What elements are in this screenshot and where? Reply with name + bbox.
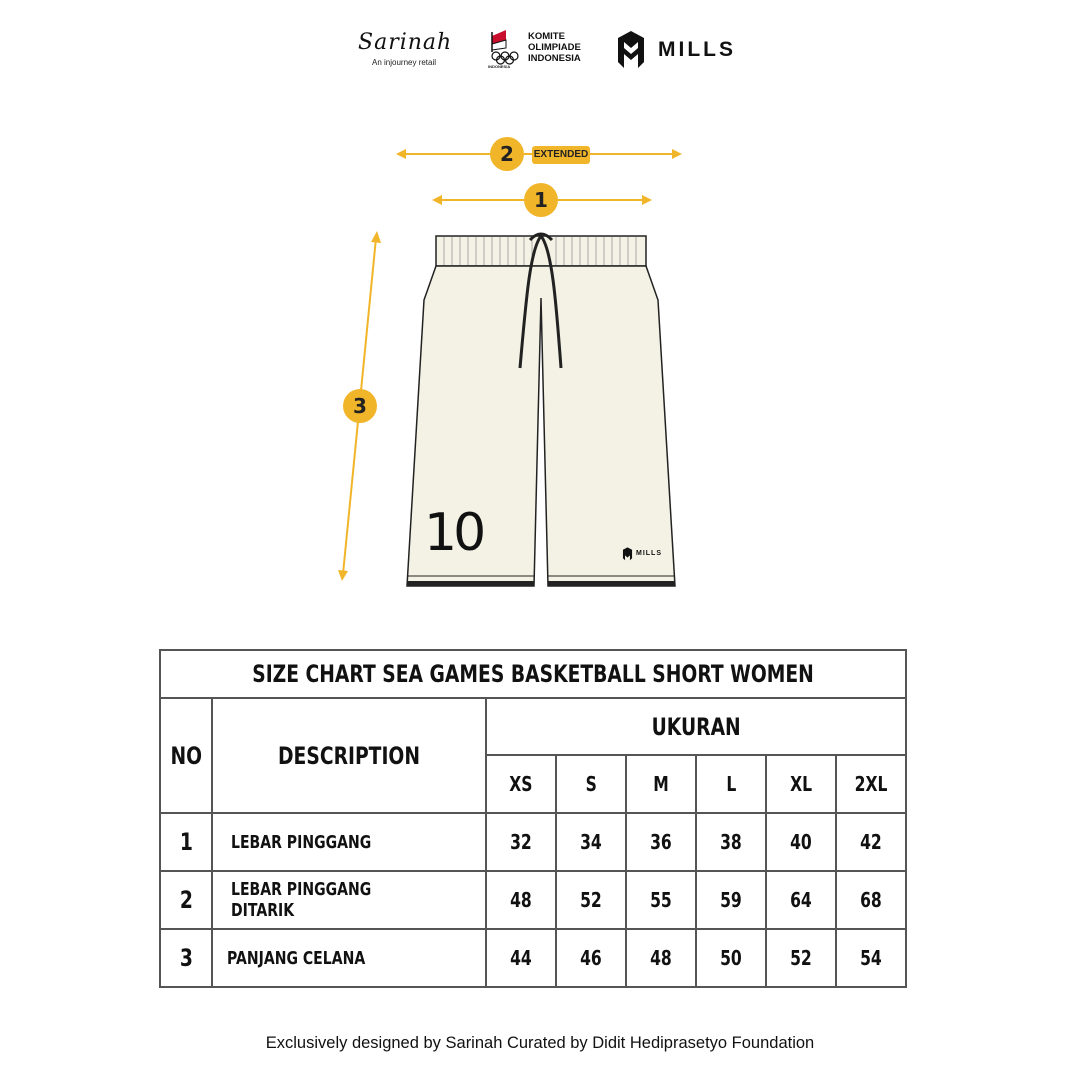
- size-2xl: 2XL: [836, 755, 906, 813]
- table-row: [160, 871, 906, 929]
- size-xl: XL: [766, 755, 836, 813]
- row-number: 2: [160, 871, 212, 929]
- table-cell: 36: [626, 813, 696, 871]
- table-cell: 40: [766, 813, 836, 871]
- table-cell: 48: [486, 871, 556, 929]
- size-m: M: [626, 755, 696, 813]
- table-cell: 32: [486, 813, 556, 871]
- table-cell: 46: [556, 929, 626, 987]
- table-row: [160, 813, 906, 871]
- row-description: LEBAR PINGGANG: [212, 813, 486, 871]
- extended-label: EXTENDED: [532, 146, 590, 164]
- table-cell: 50: [696, 929, 766, 987]
- table-cell: 55: [626, 871, 696, 929]
- table-cell: 52: [556, 871, 626, 929]
- size-chart-title: SIZE CHART SEA GAMES BASKETBALL SHORT WOMEN: [160, 650, 906, 698]
- table-row: [160, 929, 906, 987]
- row-description: LEBAR PINGGANG DITARIK: [212, 871, 486, 929]
- shorts-brand-label: MILLS: [636, 550, 662, 557]
- table-cell: 42: [836, 813, 906, 871]
- badge-extended-waist: 2: [490, 137, 524, 171]
- table-cell: 44: [486, 929, 556, 987]
- table-cell: 48: [626, 929, 696, 987]
- table-cell: 54: [836, 929, 906, 987]
- badge-waist: 1: [524, 183, 558, 217]
- row-number: 3: [160, 929, 212, 987]
- table-cell: 52: [766, 929, 836, 987]
- table-cell: 59: [696, 871, 766, 929]
- size-chart-table: [159, 649, 907, 988]
- row-number: 1: [160, 813, 212, 871]
- header-description: DESCRIPTION: [212, 698, 486, 813]
- shorts-player-number: 10: [424, 503, 483, 563]
- sarinah-tagline: An injourney retail: [372, 58, 437, 67]
- koi-small-label: INDONESIA: [488, 64, 511, 69]
- size-l: L: [696, 755, 766, 813]
- koi-name: KOMITE OLIMPIADE INDONESIA: [528, 31, 581, 64]
- table-cell: 64: [766, 871, 836, 929]
- table-cell: 38: [696, 813, 766, 871]
- table-cell: 68: [836, 871, 906, 929]
- header-no: NO: [160, 698, 212, 813]
- size-s: S: [556, 755, 626, 813]
- table-cell: 34: [556, 813, 626, 871]
- size-xs: XS: [486, 755, 556, 813]
- row-description: PANJANG CELANA: [212, 929, 486, 987]
- badge-length: 3: [343, 389, 377, 423]
- mills-small-helmet-icon: [622, 547, 633, 561]
- mills-wordmark: MILLS: [658, 38, 736, 61]
- sarinah-wordmark: Sarinah: [358, 30, 453, 55]
- header-ukuran: UKURAN: [486, 698, 906, 755]
- footer-credit: Exclusively designed by Sarinah Curated by Didit Hediprasetyo Foundation: [265, 1034, 815, 1052]
